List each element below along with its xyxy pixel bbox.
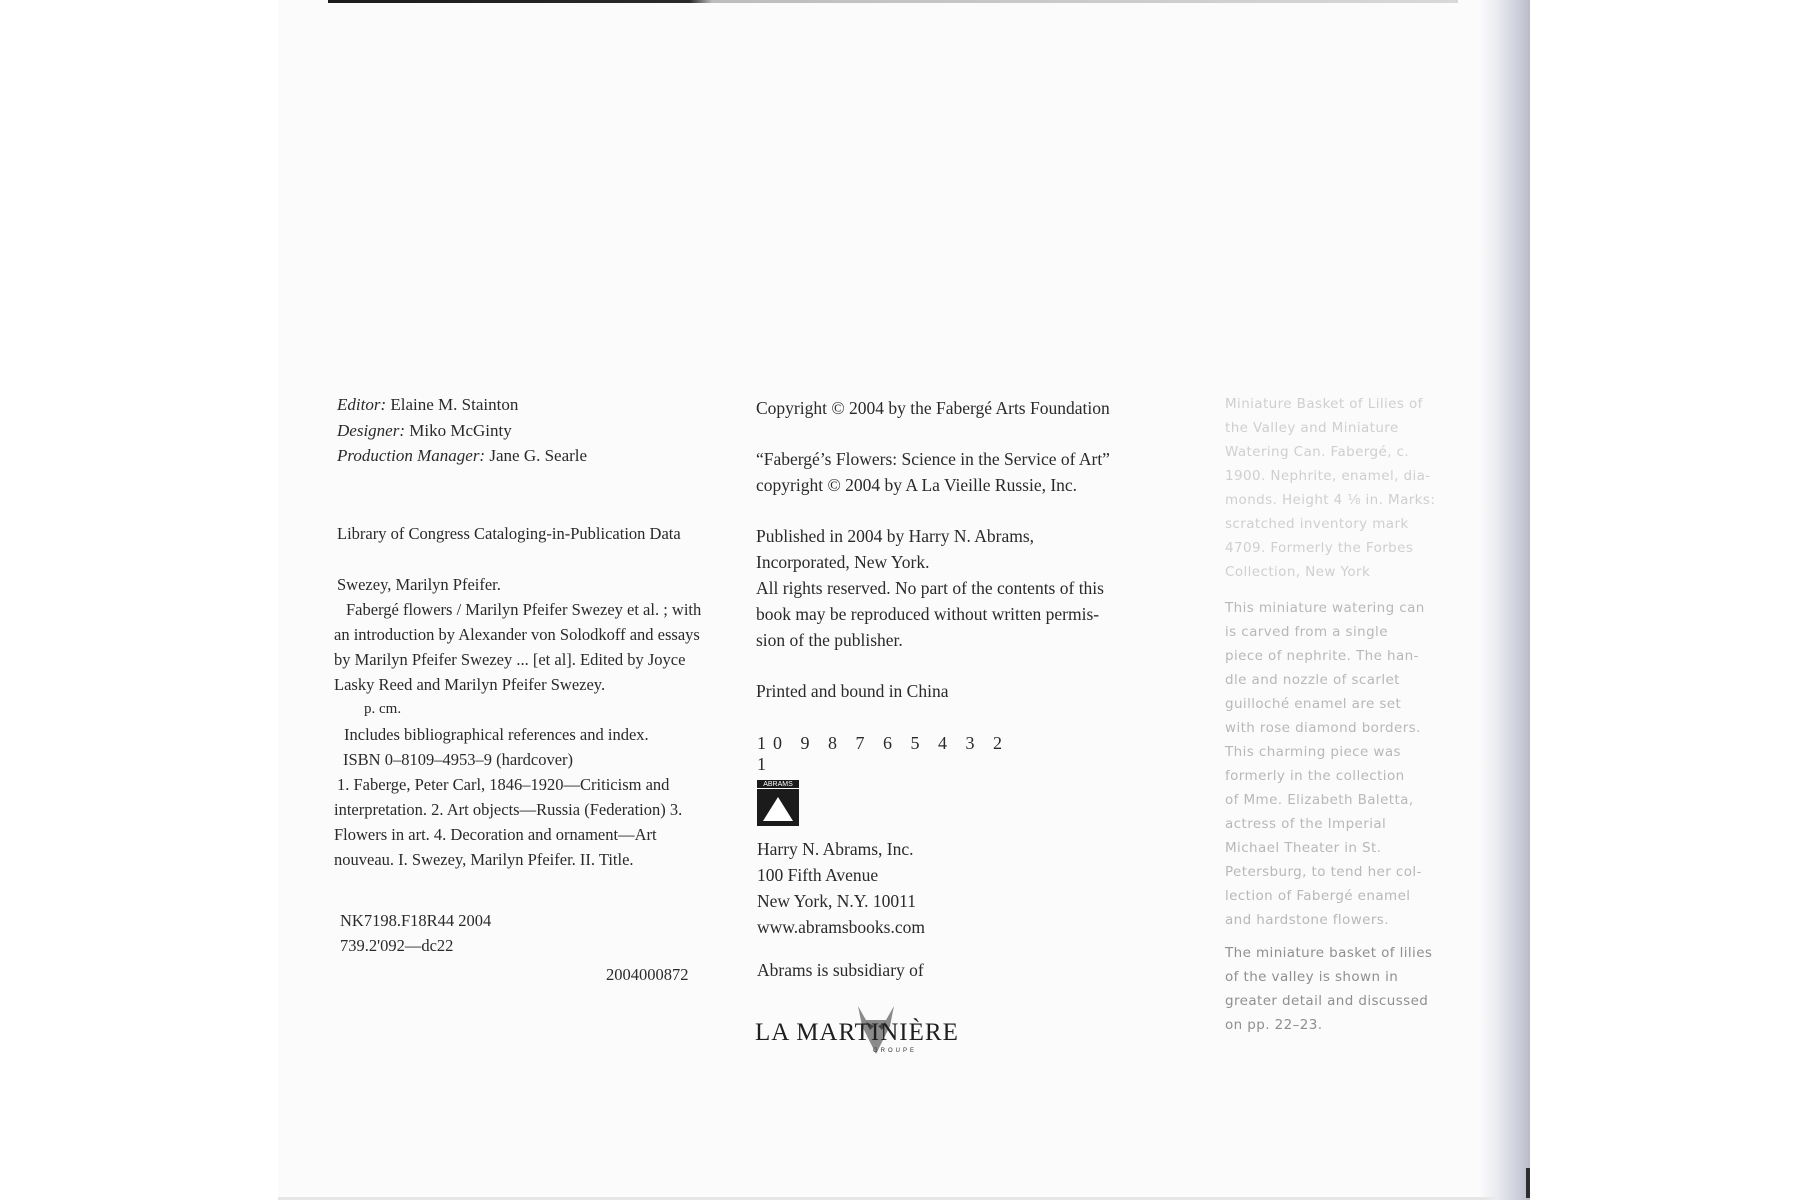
caption-line: This charming piece was <box>1225 744 1401 760</box>
caption-line: lection of Fabergé enamel <box>1225 888 1411 904</box>
quote-copyright-line: copyright © 2004 by A La Vieille Russie, Inc. <box>756 475 1078 495</box>
website-line: www.abramsbooks.com <box>757 917 926 937</box>
caption-line: greater detail and discussed <box>1225 993 1429 1009</box>
caption-line: monds. Height 4 ⅛ in. Marks: <box>1225 492 1436 508</box>
gutter-mark <box>1526 1168 1530 1198</box>
caption-line: the Valley and Miniature <box>1225 420 1399 436</box>
caption-paragraph <box>1225 941 1475 1037</box>
caption-line: Watering Can. Fabergé, c. <box>1225 444 1410 460</box>
caption-line: and hardstone flowers. <box>1225 912 1389 928</box>
print-line-numbers: 10 9 8 7 6 5 4 3 2 1 <box>757 733 1009 774</box>
caption-paragraph <box>1225 596 1470 932</box>
print-line <box>757 733 1017 775</box>
cip-desc-line: an introduction by Alexander von Solodkoff and essays <box>334 625 700 644</box>
cip-classification <box>340 908 640 958</box>
rights-line: All rights reserved. No part of the contents of this <box>756 578 1104 598</box>
cip-lccn-block <box>606 962 756 987</box>
cip-call-number: NK7198.F18R44 2004 <box>340 911 492 930</box>
cip-block <box>334 572 754 872</box>
caption-line: formerly in the collection <box>1225 768 1405 784</box>
cip-desc-line: Lasky Reed and Marilyn Pfeifer Swezey. <box>334 675 606 694</box>
cip-author: Swezey, Marilyn Pfeifer. <box>337 575 501 594</box>
caption-line: Michael Theater in St. <box>1225 840 1382 856</box>
la-martiniere-subtitle: GROUPE <box>873 1048 918 1054</box>
caption-line: Collection, New York <box>1225 564 1371 580</box>
cip-lccn: 2004000872 <box>606 965 689 984</box>
caption-line: This miniature watering can <box>1225 600 1425 616</box>
cip-subject-line: interpretation. 2. Art objects—Russia (Federation) 3. <box>334 800 683 819</box>
production-manager-name: Jane G. Searle <box>489 446 588 465</box>
abrams-logo-text: ABRAMS <box>757 781 799 789</box>
designer-label: Designer: <box>337 420 405 440</box>
caption-line: 4709. Formerly the Forbes <box>1225 540 1414 556</box>
cip-dewey: 739.2'092—dc22 <box>340 936 454 955</box>
designer-name: Miko McGinty <box>409 420 512 440</box>
cip-heading-text: Library of Congress Cataloging-in-Publication Data <box>337 524 681 543</box>
production-manager-label: Production Manager: <box>337 446 486 465</box>
caption-line: guilloché enamel are set <box>1225 696 1402 712</box>
cip-heading <box>337 521 737 546</box>
caption-line: 1900. Nephrite, enamel, dia- <box>1225 468 1431 484</box>
caption-line: scratched inventory mark <box>1225 516 1409 532</box>
rights-line: book may be reproduced without written permis- <box>756 604 1100 624</box>
la-martiniere-wordmark: LA MARTINIÈRE <box>755 1019 959 1046</box>
abrams-logo <box>757 780 799 826</box>
cip-pcm: p. cm. <box>364 701 402 717</box>
la-martiniere-logo <box>755 1000 975 1060</box>
cip-subject-line: Flowers in art. 4. Decoration and ornament—Art <box>334 825 657 844</box>
published-line: Incorporated, New York. <box>756 552 930 572</box>
address-line: Harry N. Abrams, Inc. <box>757 839 914 859</box>
subsidiary-line: Abrams is subsidiary of <box>757 960 924 980</box>
caption-line: on pp. 22–23. <box>1225 1017 1323 1033</box>
cip-subject-line: 1. Faberge, Peter Carl, 1846–1920—Criticism and <box>337 775 670 794</box>
gutter-shadow <box>1480 0 1530 1200</box>
cip-isbn: ISBN 0–8109–4953–9 (hardcover) <box>343 750 574 769</box>
caption-line: Petersburg, to tend her col- <box>1225 864 1422 880</box>
rights-line: sion of the publisher. <box>756 630 903 650</box>
caption-line: Miniature Basket of Lilies of <box>1225 396 1423 412</box>
caption-line: The miniature basket of lilies <box>1225 945 1433 961</box>
quote-title-line: “Fabergé’s Flowers: Science in the Service of Art” <box>756 449 1110 469</box>
cip-desc-line: by Marilyn Pfeifer Swezey ... [et al]. Edited by Joyce <box>334 650 686 669</box>
cip-subject-line: nouveau. I. Swezey, Marilyn Pfeifer. II. Title. <box>334 850 634 869</box>
caption-line: of Mme. Elizabeth Baletta, <box>1225 792 1414 808</box>
publisher-address <box>757 836 1077 983</box>
cip-desc-line: Fabergé flowers / Marilyn Pfeifer Swezey et al. ; with <box>346 600 702 619</box>
caption-line: piece of nephrite. The han- <box>1225 648 1419 664</box>
caption-line: with rose diamond borders. <box>1225 720 1421 736</box>
printed-line: Printed and bound in China <box>756 681 949 701</box>
published-line: Published in 2004 by Harry N. Abrams, <box>756 526 1035 546</box>
caption-line: actress of the Imperial <box>1225 816 1387 832</box>
editor-name: Elaine M. Stainton <box>390 395 519 414</box>
cip-includes: Includes bibliographical references and index. <box>344 725 649 744</box>
caption-line: of the valley is shown in <box>1225 969 1399 985</box>
rights-block <box>756 395 1176 704</box>
caption-paragraph <box>1225 392 1465 584</box>
caption-line: is carved from a single <box>1225 624 1388 640</box>
copyright-line: Copyright © 2004 by the Fabergé Arts Foundation <box>756 398 1110 418</box>
editor-label: Editor: <box>337 395 387 414</box>
credits-block <box>337 392 697 469</box>
top-rule <box>328 0 1458 3</box>
address-line: 100 Fifth Avenue <box>757 865 879 885</box>
abrams-triangle-icon <box>757 780 799 826</box>
caption-line: dle and nozzle of scarlet <box>1225 672 1400 688</box>
address-line: New York, N.Y. 10011 <box>757 891 916 911</box>
